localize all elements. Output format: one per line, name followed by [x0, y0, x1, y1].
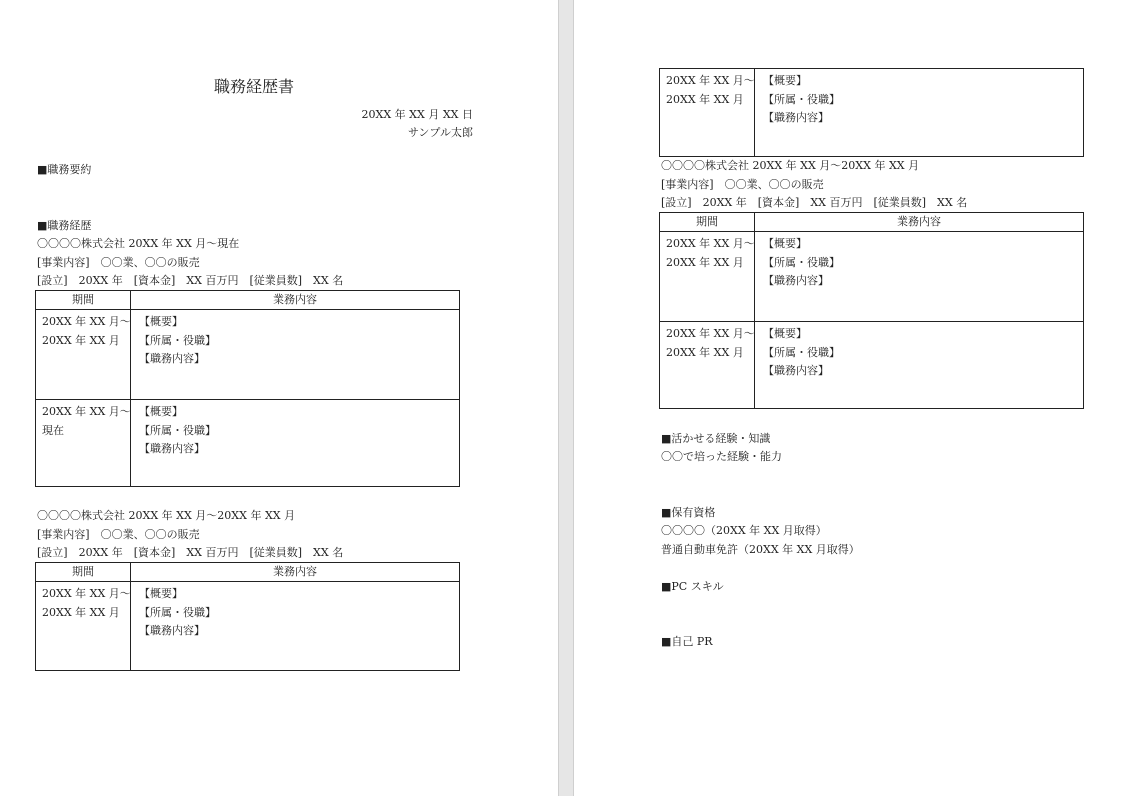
company-business: [事業内容] 〇〇業、〇〇の販売 [661, 178, 824, 191]
document-date: 20XX 年 XX 月 XX 日 [361, 108, 473, 121]
overview-label: 【概要】 [139, 315, 183, 328]
period-to: 20XX 年 XX 月 [666, 92, 744, 106]
duties-label: 【職務内容】 [139, 442, 205, 455]
period-from: 20XX 年 XX 月〜 [42, 315, 131, 328]
content-header: 業務内容 [755, 213, 1084, 232]
duties-label: 【職務内容】 [139, 352, 205, 365]
document-page-2 [574, 0, 1132, 796]
period-to: 20XX 年 XX 月 [42, 333, 120, 347]
section-self-pr-heading: ■自己 PR [661, 635, 713, 648]
duties-label: 【職務内容】 [763, 274, 829, 287]
skills-text: 〇〇で培った経験・能力 [661, 450, 782, 463]
table-row [36, 400, 460, 487]
position-label: 【所属・役職】 [139, 605, 216, 619]
company-info: [設立] 20XX 年 [資本金] XX 百万円 [従業員数] XX 名 [37, 546, 344, 559]
document-title: 職務経歴書 [214, 77, 295, 96]
section-history-heading: ■職務経歴 [37, 219, 92, 232]
period-header: 期間 [36, 291, 131, 310]
overview-label: 【概要】 [139, 587, 183, 600]
section-summary-heading: ■職務要約 [37, 163, 92, 176]
period-from: 20XX 年 XX 月〜 [666, 237, 755, 250]
section-qualifications-heading: ■保有資格 [661, 506, 716, 519]
company-business: [事業内容] 〇〇業、〇〇の販売 [37, 256, 200, 269]
table-row [36, 582, 460, 671]
position-label: 【所属・役職】 [763, 255, 840, 269]
duties-label: 【職務内容】 [763, 111, 829, 124]
content-header: 業務内容 [131, 291, 460, 310]
period-to: 20XX 年 XX 月 [666, 345, 744, 359]
duties-label: 【職務内容】 [763, 364, 829, 377]
position-label: 【所属・役職】 [139, 423, 216, 437]
period-from: 20XX 年 XX 月〜 [42, 405, 131, 418]
qualification-item: 普通自動車免許（20XX 年 XX 月取得） [661, 543, 860, 556]
period-header: 期間 [660, 213, 755, 232]
job-history-table-continued [659, 68, 1084, 157]
document-page-1 [0, 0, 558, 796]
job-history-table [35, 290, 460, 487]
company-header: 〇〇〇〇株式会社 20XX 年 XX 月〜現在 [37, 237, 240, 250]
duties-label: 【職務内容】 [139, 624, 205, 637]
job-history-table [659, 212, 1084, 409]
overview-label: 【概要】 [763, 327, 807, 340]
section-skills-heading: ■活かせる経験・知識 [661, 432, 771, 445]
overview-label: 【概要】 [139, 405, 183, 418]
table-row [660, 69, 1084, 157]
job-history-table [35, 562, 460, 671]
table-row [36, 310, 460, 400]
company-header: 〇〇〇〇株式会社 20XX 年 XX 月〜20XX 年 XX 月 [37, 509, 296, 522]
position-label: 【所属・役職】 [139, 333, 216, 347]
table-row [660, 232, 1084, 322]
company-header: 〇〇〇〇株式会社 20XX 年 XX 月〜20XX 年 XX 月 [661, 159, 920, 172]
period-header: 期間 [36, 563, 131, 582]
period-from: 20XX 年 XX 月〜 [42, 587, 131, 600]
period-to: 現在 [42, 423, 64, 437]
company-info: [設立] 20XX 年 [資本金] XX 百万円 [従業員数] XX 名 [37, 274, 344, 287]
period-to: 20XX 年 XX 月 [666, 255, 744, 269]
company-info: [設立] 20XX 年 [資本金] XX 百万円 [従業員数] XX 名 [661, 196, 968, 209]
position-label: 【所属・役職】 [763, 92, 840, 106]
position-label: 【所属・役職】 [763, 345, 840, 359]
overview-label: 【概要】 [763, 237, 807, 250]
page-gutter [558, 0, 574, 796]
table-row [660, 322, 1084, 409]
qualification-item: 〇〇〇〇（20XX 年 XX 月取得） [661, 524, 827, 537]
overview-label: 【概要】 [763, 74, 807, 87]
period-from: 20XX 年 XX 月〜 [666, 74, 755, 87]
section-pc-skills-heading: ■PC スキル [661, 580, 724, 593]
period-from: 20XX 年 XX 月〜 [666, 327, 755, 340]
content-header: 業務内容 [131, 563, 460, 582]
company-business: [事業内容] 〇〇業、〇〇の販売 [37, 528, 200, 541]
period-to: 20XX 年 XX 月 [42, 605, 120, 619]
author-name: サンプル太郎 [407, 126, 473, 139]
